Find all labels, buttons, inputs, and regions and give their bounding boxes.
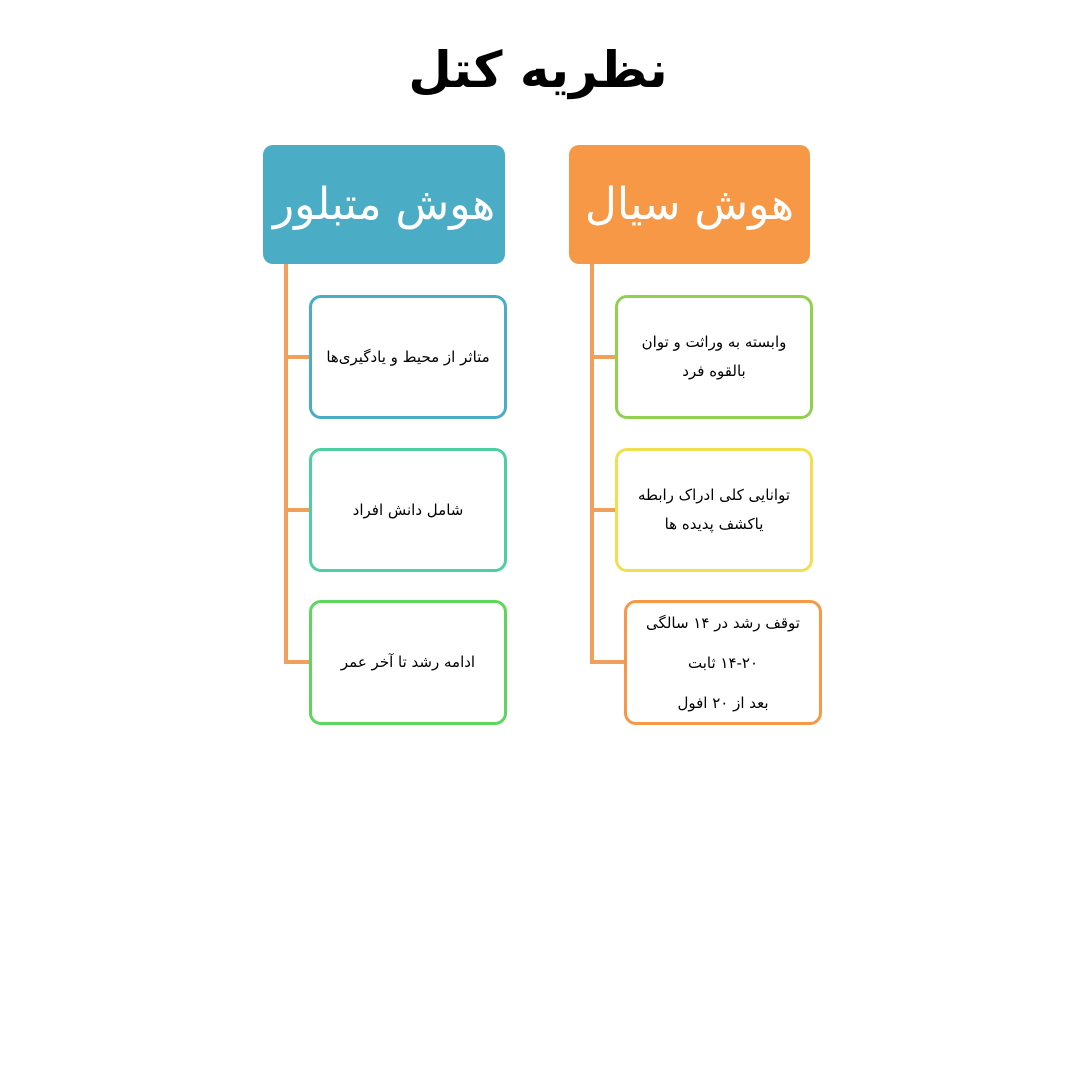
crystallized-connector-trunk xyxy=(284,264,288,664)
fluid-item-heredity xyxy=(615,295,813,419)
fluid-item-growth-stop-line-3: بعد از ۲۰ افول xyxy=(677,693,769,712)
crystallized-connector-branch-3 xyxy=(284,660,310,664)
fluid-item-perception xyxy=(615,448,813,572)
fluid-connector-branch-2 xyxy=(590,508,616,512)
crystallized-intelligence-header-label: هوش متبلور xyxy=(272,179,496,230)
fluid-connector-branch-3 xyxy=(590,660,626,664)
diagram-title: نظریه کتل xyxy=(408,41,668,99)
fluid-connector-branch-1 xyxy=(590,355,616,359)
fluid-item-growth-stop-line-2: ۱۴-۲۰ ثابت xyxy=(687,653,759,672)
crystallized-intelligence-header xyxy=(263,145,505,264)
fluid-intelligence-header-label: هوش سیال xyxy=(584,179,795,230)
crystallized-connector-branch-2 xyxy=(284,508,310,512)
crystallized-item-lifelong-growth xyxy=(309,600,507,725)
fluid-item-growth-stop-line-1: توقف رشد در ۱۴ سالگی xyxy=(646,613,800,632)
crystallized-item-environment-line-1: متاثر از محیط و یادگیری‌ها xyxy=(326,347,490,366)
fluid-item-perception-line-1: توانایی کلی ادراک رابطه xyxy=(637,486,791,504)
fluid-connector-trunk xyxy=(590,264,594,664)
crystallized-item-lifelong-growth-line-1: ادامه رشد تا آخر عمر xyxy=(340,653,476,671)
crystallized-item-knowledge-line-1: شامل دانش افراد xyxy=(352,500,464,519)
crystallized-connector-branch-1 xyxy=(284,355,310,359)
fluid-item-growth-stop xyxy=(624,600,822,725)
crystallized-item-environment xyxy=(309,295,507,419)
fluid-item-heredity-line-2: بالقوه فرد xyxy=(682,362,746,380)
fluid-item-heredity-line-1: وابسته به وراثت و توان xyxy=(641,333,787,351)
crystallized-item-knowledge xyxy=(309,448,507,572)
fluid-item-perception-line-2: یاکشف پدیده ها xyxy=(664,515,764,533)
fluid-intelligence-header xyxy=(569,145,810,264)
